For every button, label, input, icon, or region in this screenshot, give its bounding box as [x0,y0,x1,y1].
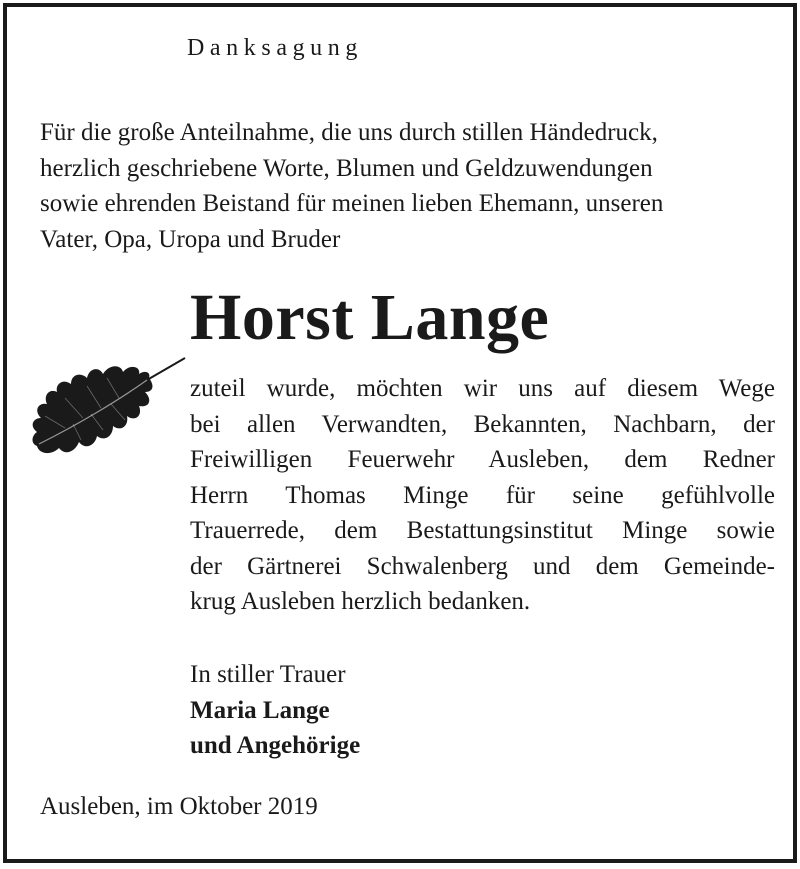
signature-phrase: In stiller Trauer [190,661,346,688]
body-line: Herrn Thomas Minge für seine gefühlvolle [190,481,775,509]
body-line: bei allen Verwandten, Bekannten, Nachbarn, der [190,410,775,438]
body-line: krug Ausleben herzlich bedanken. [190,588,531,615]
intro-line: herzlich geschriebene Worte, Blumen und Geldzuwendungen [40,154,653,182]
notice-frame [3,3,797,863]
intro-line: Vater, Opa, Uropa und Bruder [40,225,341,253]
place-date: Ausleben, im Oktober 2019 [40,793,318,820]
thanks-paragraph [190,371,775,620]
body-line: Freiwilligen Feuerwehr Ausleben, dem Redner [190,446,775,473]
body-line: Trauerrede, dem Bestattungsinstitut Minge sowie [190,517,775,544]
signature-block [190,657,360,764]
signature-name: Maria Lange [190,696,330,724]
intro-line: Für die große Anteilnahme, die uns durch stillen Händedruck, [40,119,658,146]
heading: Danksagung [187,35,363,61]
oak-leaf-icon [29,356,189,460]
signature-family: und Angehörige [190,732,361,759]
body-line: der Gärtnerei Schwalenberg und dem Gemeinde- [190,552,775,580]
deceased-name: Horst Lange [190,281,550,354]
intro-paragraph [40,115,780,257]
intro-line: sowie ehrenden Beistand für meinen lieben Ehemann, unseren [40,190,664,217]
body-line: zuteil wurde, möchten wir uns auf diesem Wege [190,375,775,402]
